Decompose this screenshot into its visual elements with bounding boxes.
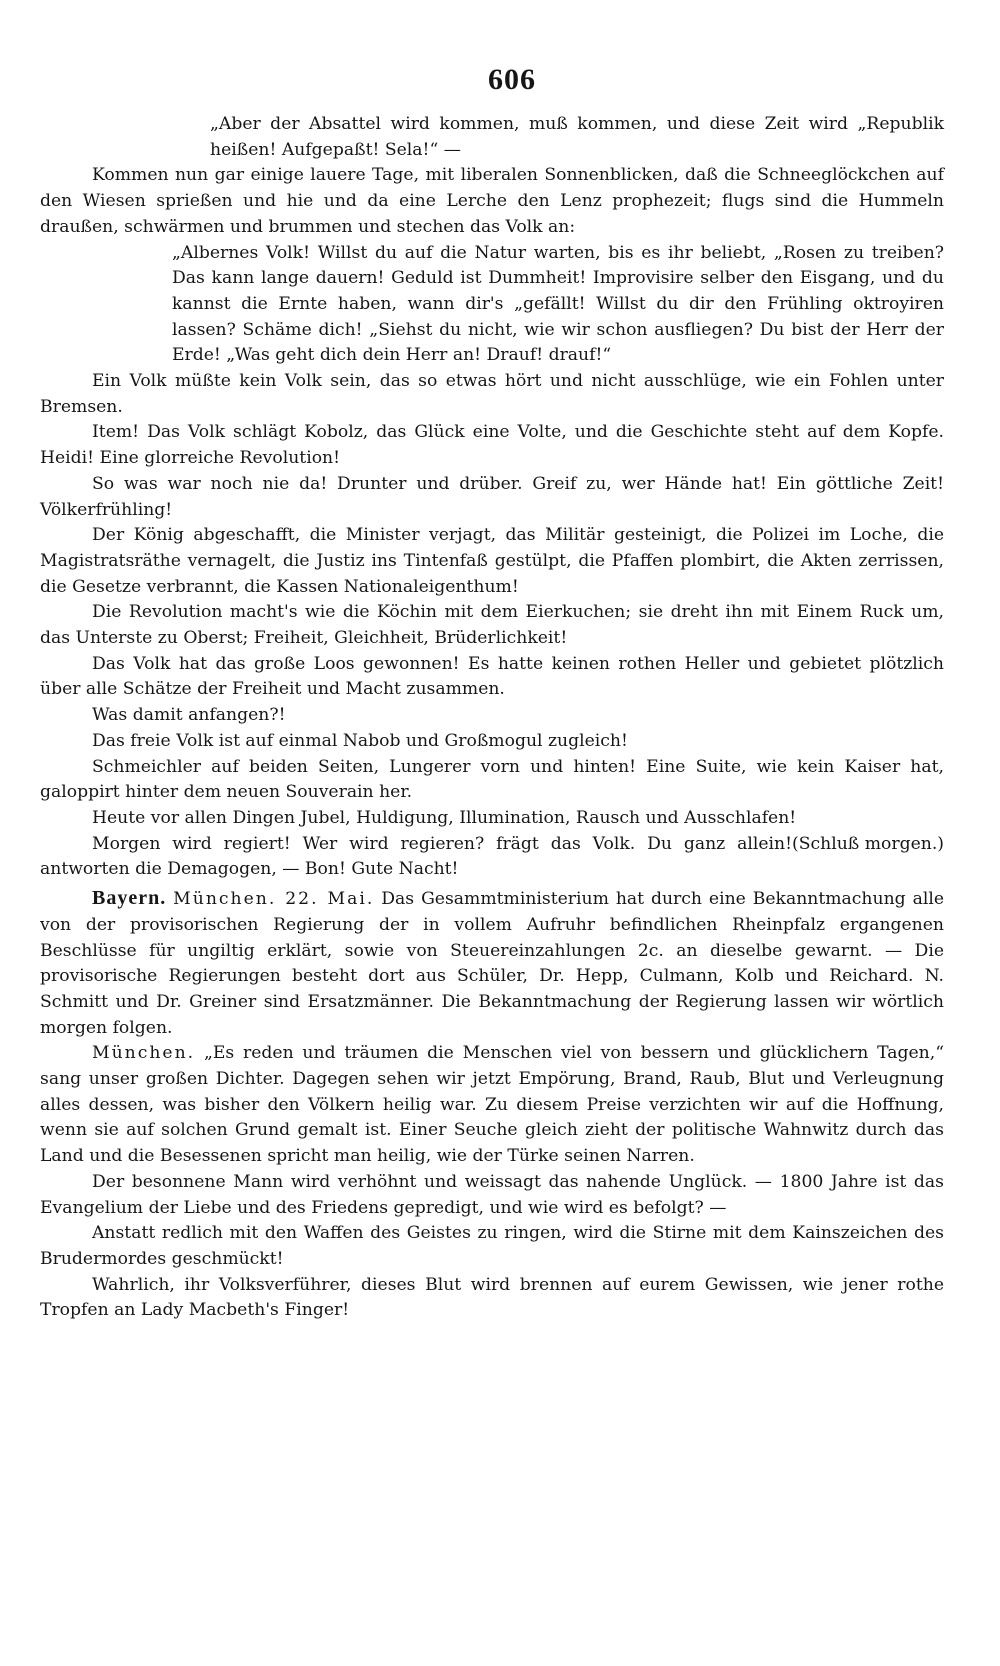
body-paragraph: Der besonnene Mann wird verhöhnt und weissagt das nahende Unglück. — 1800 Jahre ist das Evangelium der Liebe und des Friedens gepredigt, und wie wird es befolgt? — <box>40 1171 944 1218</box>
body-paragraph: Das freie Volk ist auf einmal Nabob und Großmogul zugleich! <box>92 730 628 751</box>
body-paragraph: Die Revolution macht's wie die Köchin mit dem Eierkuchen; sie dreht ihn mit Einem Ruck um, das Unterste zu Oberst; Freiheit, Gleichheit, Brüderlichkeit! <box>40 602 944 649</box>
section-text: Das Gesammtministerium hat durch eine Bekanntmachung alle von der provisorischen Regierung der in vollem Aufruhr befindlichen Rheinpfalz ergangenen Beschlüsse für ungiltig erklärt, sowie von Steuereinzahlungen 2c. an dieselbe gewarnt. — Die provisorische Regierungen besteht dort aus Schüler, Dr. Hepp, Culmann, Kolb und Reichard. N. Schmitt und Dr. Greiner sind Ersatzmänner. Die Bekanntmachung der Regierung lassen wir wörtlich morgen folgen. <box>40 889 944 1038</box>
section-paragraph <box>40 886 944 1041</box>
body-paragraph <box>40 1041 944 1170</box>
body-paragraph: Der König abgeschafft, die Minister verjagt, das Militär gesteinigt, die Polizei im Loche, die Magistratsräthe vernagelt, die Justiz ins Tintenfaß gestülpt, die Pfaffen plombirt, die Akten zerrissen, die Gesetze verbrannt, die Kassen Nationaleigenthum! <box>40 525 944 597</box>
dateline: München. 22. Mai. <box>173 889 375 910</box>
dateline: München. <box>92 1043 196 1064</box>
body-paragraph: Wahrlich, ihr Volksverführer, dieses Blut wird brennen auf eurem Gewissen, wie jener rothe Tropfen an Lady Macbeth's Finger! <box>40 1274 944 1321</box>
body-paragraph: So was war noch nie da! Drunter und drüber. Greif zu, wer Hände hat! Ein göttliche Zeit! Völkerfrühling! <box>40 473 944 520</box>
body-paragraph: Item! Das Volk schlägt Kobolz, das Glück eine Volte, und die Geschichte steht auf dem Kopfe. Heidi! Eine glorreiche Revolution! <box>40 422 944 469</box>
continuation-note: (Schluß morgen.) <box>792 833 944 854</box>
body-paragraph: Kommen nun gar einige lauere Tage, mit liberalen Sonnenblicken, daß die Schneeglöckchen auf den Wiesen sprießen und hie und da eine Lerche den Lenz prophezeit; flugs sind die Hummeln draußen, schwärmen und brummen und stechen das Volk an: <box>40 165 944 237</box>
body-paragraph: Das Volk hat das große Loos gewonnen! Es hatte keinen rothen Heller und gebietet plötzlich über alle Schätze der Freiheit und Macht zusammen. <box>40 653 944 700</box>
body-paragraph-last <box>40 832 944 883</box>
body-paragraph: Was damit anfangen?! <box>92 705 286 726</box>
body-text: Morgen wird regiert! Wer wird regieren? frägt das Volk. Du ganz allein! antworten die Demagogen, — Bon! Gute Nacht! <box>40 833 793 880</box>
page-number: 606 <box>488 63 536 96</box>
body-paragraph: Schmeichler auf beiden Seiten, Lungerer vorn und hinten! Eine Suite, wie kein Kaiser hat, galoppirt hinter dem neuen Souverain her. <box>40 756 944 803</box>
body-paragraph: Ein Volk müßte kein Volk sein, das so etwas hört und nicht ausschlüge, wie ein Fohlen unter Bremsen. <box>40 371 944 417</box>
body-text: „Es reden und träumen die Menschen viel von bessern und glücklichern Tagen,“ sang unser großen Dichter. Dagegen sehen wir jetzt Empörung, Brand, Raub, Blut und Verleugnung alles dessen, was bisher den Völkern heilig war. Zu diesem Preise verzichten wir auf die Hoffnung, wenn sie auf solchen Grund gemalt ist. Einer Seuche gleich zieht der politische Wahnwitz durch das Land und die Besessenen spricht man heilig, wie der Türke seinen Narren. <box>40 1043 944 1167</box>
quote-paragraph: „Aber der Absattel wird kommen, muß kommen, und diese Zeit wird „Republik heißen! Aufgepaßt! Sela!“ — <box>210 114 944 160</box>
quote-paragraph: „Albernes Volk! Willst du auf die Natur warten, bis es ihr beliebt, „Rosen zu treiben? Das kann lange dauern! Geduld ist Dummheit! Improvisire selber den Eisgang, und du kannst die Ernte haben, wann dir's „gefällt! Willst du dir den Frühling oktroyiren lassen? Schäme dich! „Siehst du nicht, wie wir schon ausfliegen? Du bist der Herr der Erde! „Was geht dich dein Herr an! Drauf! drauf!“ <box>172 242 944 366</box>
section-heading: Bayern. <box>92 887 167 910</box>
article-body <box>40 112 944 1324</box>
body-paragraph: Heute vor allen Dingen Jubel, Huldigung, Illumination, Rausch und Ausschlafen! <box>92 807 797 828</box>
body-paragraph: Anstatt redlich mit den Waffen des Geistes zu ringen, wird die Stirne mit dem Kainszeichen des Brudermordes geschmückt! <box>40 1223 944 1269</box>
